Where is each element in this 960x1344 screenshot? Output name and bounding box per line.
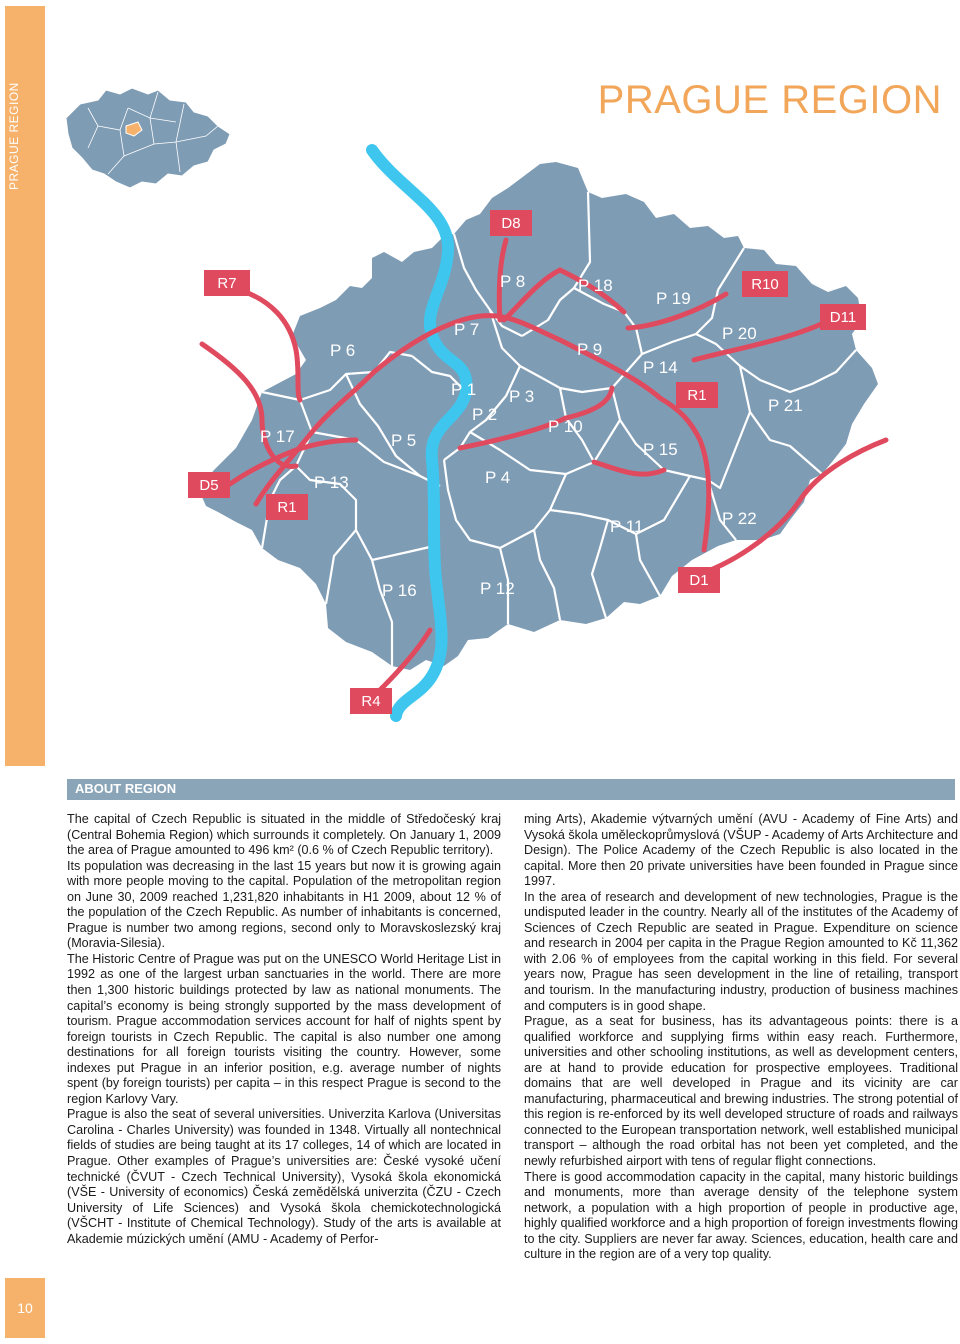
svg-text:R10: R10 — [751, 276, 779, 293]
text-column-left — [67, 812, 501, 1247]
paragraph: In the area of research and development of new technologies, Prague is the undisputed leader in the country. Nearly all of the institutes of the Academy of Sciences of Czech Republic are seated in Prague. Expenditure on science and research in 2004 per capita in the Prague Region amounted to Kč 11,362 with 2.06 % of employees from the capital working in this field. For several years now, Prague has seen development in the line of retailing, transport and tourism. In the manufacturing industry, production of business machines and computers is in good shape. — [524, 889, 958, 1013]
svg-text:D5: D5 — [199, 477, 219, 494]
svg-text:R7: R7 — [217, 275, 237, 292]
side-title: PRAGUE REGION — [7, 82, 21, 190]
text-column-right — [524, 812, 958, 1263]
road-label-d5 — [188, 472, 230, 498]
road-label-d1 — [678, 567, 720, 593]
svg-text:D8: D8 — [501, 215, 521, 232]
district-label-p1: P 1 — [451, 380, 477, 399]
road-label-r7 — [204, 270, 250, 296]
paragraph: There is good accommodation capacity in the capital, many historic buildings and monuments, more than average density of the telephone system network, a population with a high proportion of people in productive age, highly qualified workforce and a high proportion of foreign investments flowing to the city. Suppliers are never far away. Sciences, education, health care and culture in the region are of a very top quality. — [524, 1169, 958, 1262]
district-label-p18: P 18 — [578, 276, 613, 295]
district-label-p20: P 20 — [722, 324, 757, 343]
paragraph: Prague is also the seat of several universities. Univerzita Karlova (Universitas Carolina - Charles University) was founded in 1348. Virtually all nontechnical fields of studies are being taught at its 17 colleges, 14 of which are located in Prague. Other examples of Prague’s universities are: České vysoké učení technické (ČVUT - Czech Technical University), Vysoká škola ekonomická (VŠE - University of economics) Česká zemědělská univerzita (ČZU - Czech University of Life Sciences) and Vysoká škola chemickotechnologická (VŠCHT - Institute of Chemical Technology). Study of the arts is available at Akademie múzických umění (AMU - Academy of Perfor- — [67, 1107, 501, 1246]
road-label-r10 — [742, 271, 788, 297]
page-number: 10 — [17, 1300, 33, 1316]
svg-text:D1: D1 — [689, 572, 709, 589]
road-label-r1-east — [676, 382, 718, 408]
district-label-p12: P 12 — [480, 579, 515, 598]
district-label-p10: P 10 — [548, 417, 583, 436]
paragraph: Its population was decreasing in the last 15 years but now it is growing again with more people moving to the capital. Population of the metropolitan region on June 30, 2009 reached 1,231,820 inhabitants in H1 2009, about 12 % of the population of the Czech Republic. As number of inhabitants is concerned, Prague is number two among regions, second only to Moravskoslezský kraj (Moravia-Silesia). — [67, 858, 501, 951]
district-label-p19: P 19 — [656, 289, 691, 308]
page-title: PRAGUE REGION — [597, 78, 942, 122]
prague-outline — [198, 162, 878, 670]
svg-text:R1: R1 — [687, 387, 707, 404]
paragraph: Prague, as a seat for business, has its advantageous points: there is a qualified workforce and supplying firms within easy reach. Furthermore, universities and other schooling institutions, as well as development centers, are at hand to provide education for prospective employees. Traditional domains that are well developed in Prague and its vicinity are car manufacturing, pharmaceutical and brewing industries. The strong potential of this region is re-enforced by its well developed structure of roads and railways connected to the European transportation network, well established municipal transport – although the road orbital has not been yet completed, and the newly refurbished airport with tens of regular flight connections. — [524, 1014, 958, 1169]
road-label-d8 — [490, 210, 532, 236]
about-region-heading: ABOUT REGION — [75, 781, 177, 796]
about-region-heading-bar — [67, 779, 955, 800]
svg-text:R4: R4 — [361, 693, 381, 710]
district-label-p21: P 21 — [768, 396, 803, 415]
district-label-p2: P 2 — [472, 405, 498, 424]
district-label-p6: P 6 — [330, 341, 356, 360]
district-label-p22: P 22 — [722, 509, 757, 528]
district-label-p11: P 11 — [610, 517, 644, 536]
district-label-p7: P 7 — [454, 320, 480, 339]
paragraph: The capital of Czech Republic is situated in the middle of Středočeský kraj (Central Bohemia Region) which surrounds it completely. On January 1, 2009 the area of Prague amounted to 496 km² (0.6 % of Czech Republic territory). — [67, 812, 501, 858]
svg-text:R1: R1 — [277, 499, 297, 516]
district-label-p5: P 5 — [391, 431, 417, 450]
district-label-p3: P 3 — [509, 387, 535, 406]
district-label-p15: P 15 — [643, 440, 678, 459]
road-label-r4 — [350, 688, 392, 714]
paragraph: ming Arts), Akademie výtvarných umění (AVU - Academy of Fine Arts) and Vysoká škola uměleckoprůmyslová (VŠUP - Academy of Arts Architecture and Design). The Police Academy of the Czech Republic is also located in the capital. More then 20 private universities have been founded in Prague since 1997. — [524, 812, 958, 889]
district-label-p9: P 9 — [577, 340, 603, 359]
district-label-p4: P 4 — [485, 468, 511, 487]
road-label-d11 — [820, 304, 866, 330]
district-label-p14: P 14 — [643, 358, 678, 377]
road-label-r1-west — [266, 494, 308, 520]
district-label-p16: P 16 — [382, 581, 417, 600]
paragraph: The Historic Centre of Prague was put on the UNESCO World Heritage List in 1992 as one of the largest urban sanctuaries in the world. There are more then 1,300 historic buildings protected by law as national monuments. The capital’s economy is being strongly supported by the mass development of tourism. Prague accommodation services account for half of nights spent by foreign tourists in Czech Republic. The capital is also number one among destinations for all foreign tourists visiting the country. However, some indexes put Prague in an inferior position, e.g. average number of nights spent (by foreign tourists) per capita – in this respect Prague is second to the region Karlovy Vary. — [67, 951, 501, 1106]
district-label-p8: P 8 — [500, 272, 526, 291]
district-label-p13: P 13 — [314, 473, 349, 492]
district-label-p17: P 17 — [260, 427, 295, 446]
svg-text:D11: D11 — [829, 309, 857, 326]
